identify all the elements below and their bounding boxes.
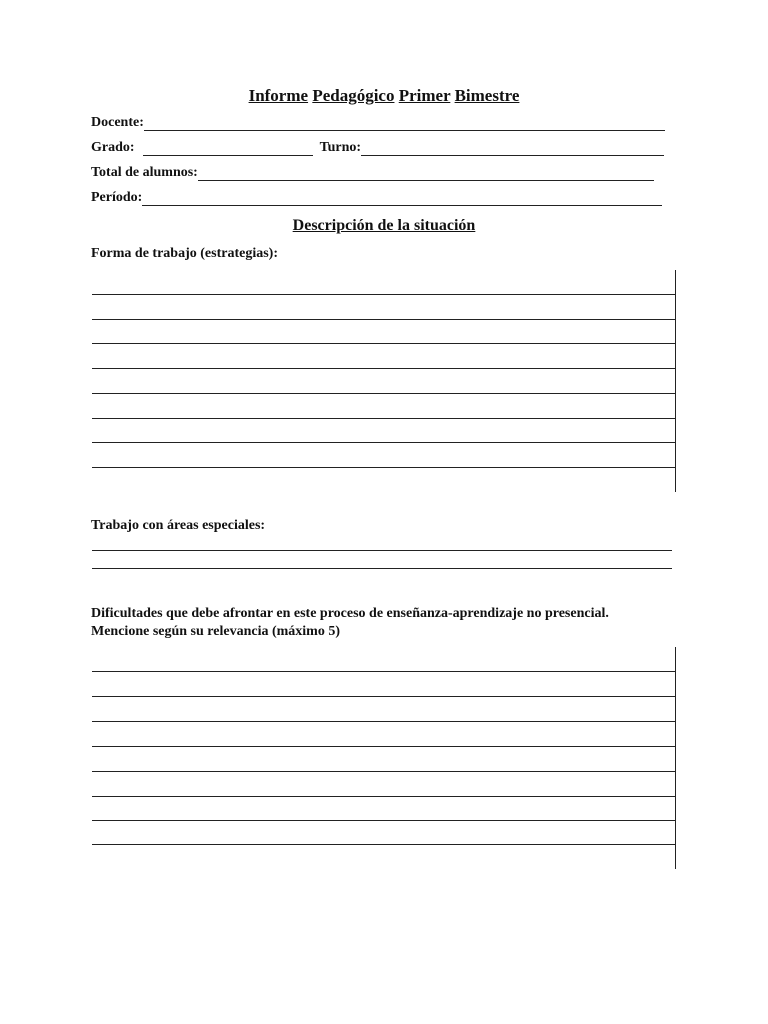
writing-line[interactable] [92, 393, 675, 394]
writing-line[interactable] [92, 696, 675, 697]
writing-line[interactable] [92, 844, 675, 845]
writing-line[interactable] [92, 467, 675, 468]
writing-line[interactable] [92, 820, 675, 821]
writing-line[interactable] [92, 568, 672, 569]
writing-line[interactable] [92, 294, 675, 295]
writing-line[interactable] [92, 550, 672, 551]
turno-label: Turno: [319, 140, 362, 155]
trabajo-areas-label: Trabajo con áreas especiales: [91, 518, 266, 533]
total-alumnos-label: Total de alumnos: [91, 165, 198, 180]
writing-line[interactable] [92, 319, 675, 320]
grado-input-line[interactable] [143, 141, 313, 156]
turno-input-line[interactable] [361, 141, 664, 156]
section-title: Descripción de la situación [292, 217, 476, 234]
writing-line[interactable] [92, 796, 675, 797]
title-word-bimestre: Bimestre [454, 86, 520, 105]
writing-line[interactable] [92, 343, 675, 344]
docente-input-line[interactable] [144, 116, 665, 131]
title-word-informe: Informe [248, 86, 309, 105]
title-word-pedagogico: Pedagógico [312, 86, 395, 105]
title-word-primer: Primer [398, 86, 451, 105]
writing-line[interactable] [92, 442, 675, 443]
total-alumnos-field [91, 165, 654, 181]
dificultades-label [91, 605, 609, 641]
writing-line[interactable] [92, 721, 675, 722]
writing-line[interactable] [92, 671, 675, 672]
total-alumnos-input-line[interactable] [198, 166, 654, 181]
dificultades-label-line1: Dificultades que debe afrontar en este proceso de enseñanza-aprendizaje no presencial. [91, 606, 609, 621]
periodo-field [91, 190, 662, 206]
forma-trabajo-label: Forma de trabajo (estrategias): [91, 246, 278, 261]
grado-turno-field [91, 140, 664, 156]
grado-label: Grado: [91, 140, 135, 155]
periodo-input-line[interactable] [142, 191, 662, 206]
form-title [0, 86, 768, 106]
writing-line[interactable] [92, 771, 675, 772]
docente-label: Docente: [91, 115, 144, 130]
writing-line[interactable] [92, 418, 675, 419]
dificultades-label-line2: Mencione según su relevancia (máximo 5) [91, 624, 340, 639]
periodo-label: Período: [91, 190, 143, 205]
forma-trabajo-margin-line [675, 270, 676, 492]
dificultades-margin-line [675, 647, 676, 869]
docente-field [91, 115, 665, 131]
writing-line[interactable] [92, 746, 675, 747]
writing-line[interactable] [92, 368, 675, 369]
